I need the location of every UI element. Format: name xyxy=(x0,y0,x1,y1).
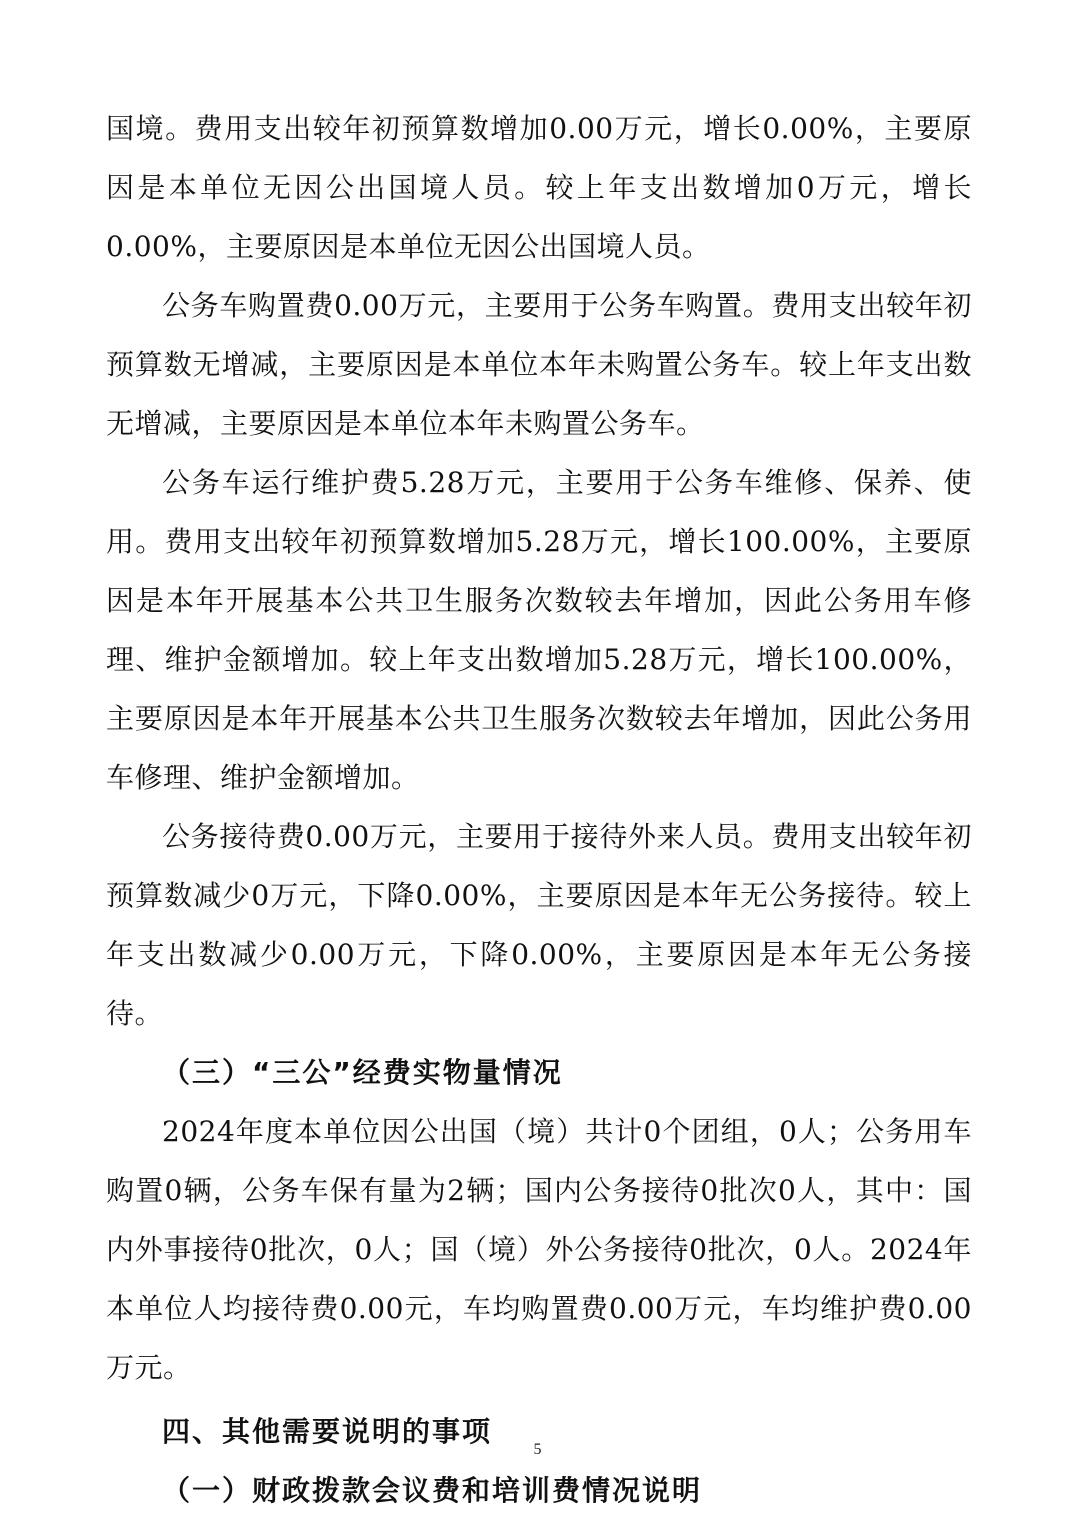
paragraph-physical-quantity: 2024年度本单位因公出国（境）共计0个团组，0人；公务用车购置0辆，公务车保有量为2辆；国内公务接待0批次0人，其中：国内外事接待0批次，0人；国（境）外公务接待0批次，0人。2024年本单位人均接待费0.00元，车均购置费0.00万元，车均维护费0.00万元。 xyxy=(106,1115,972,1384)
paragraph-reception-expense: 公务接待费0.00万元，主要用于接待外来人员。费用支出较年初预算数减少0万元，下降0.00%，主要原因是本年无公务接待。较上年支出数减少0.00万元，下降0.00%，主要原因是本年无公务接待。 xyxy=(106,820,972,1030)
heading-other-matters: 四、其他需要说明的事项 xyxy=(162,1415,493,1448)
heading-meeting-training: （一）财政拨款会议费和培训费情况说明 xyxy=(162,1474,703,1507)
document-body xyxy=(106,99,972,1520)
heading-physical-quantity: （三）“三公”经费实物量情况 xyxy=(162,1056,563,1089)
page-number: 5 xyxy=(533,1441,542,1458)
paragraph-outbound-travel: 国境。费用支出较年初预算数增加0.00万元，增长0.00%，主要原因是本单位无因公出国境人员。较上年支出数增加0万元，增长0.00%，主要原因是本单位无因公出国境人员。 xyxy=(106,112,972,263)
paragraph-vehicle-purchase: 公务车购置费0.00万元，主要用于公务车购置。费用支出较年初预算数无增减，主要原因是本单位本年未购置公务车。较上年支出数无增减，主要原因是本单位本年未购置公务车。 xyxy=(106,289,972,440)
paragraph-vehicle-maintenance: 公务车运行维护费5.28万元，主要用于公务车维修、保养、使用。费用支出较年初预算数增加5.28万元，增长100.00%，主要原因是本年开展基本公共卫生服务次数较去年增加，因此公务用车修理、维护金额增加。较上年支出数增加5.28万元，增长100.00%，主要原因是本年开展基本公共卫生服务次数较去年增加，因此公务用车修理、维护金额增加。 xyxy=(106,466,972,794)
